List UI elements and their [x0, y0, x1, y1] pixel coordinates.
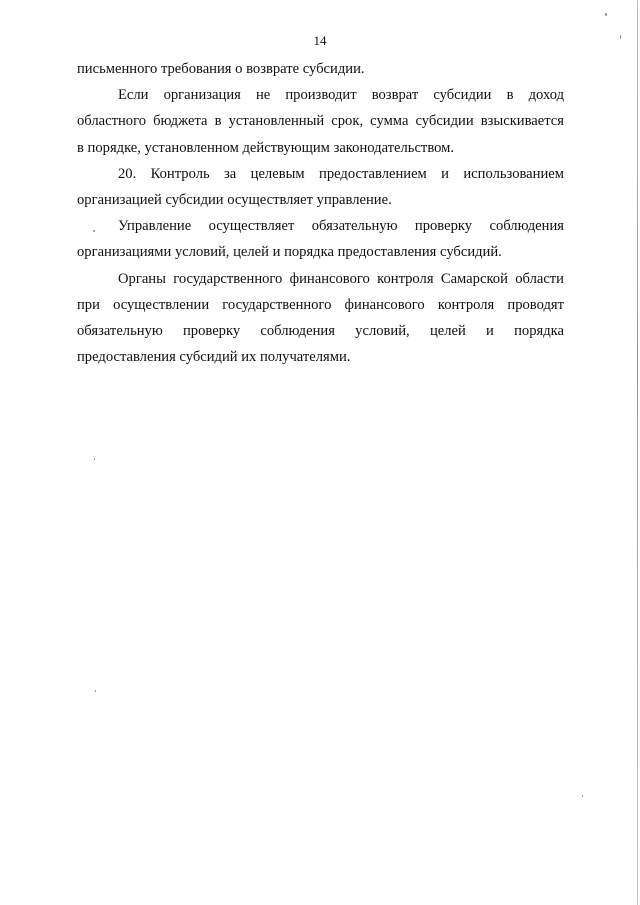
text-line: в порядке, установленном действующим законодательством.: [77, 139, 455, 156]
text-line: Если организация не производит возврат субсидии в доход: [118, 87, 564, 104]
text-line: Управление осуществляет обязательную проверку соблюдения: [118, 218, 564, 235]
scan-edge: [637, 0, 638, 905]
scan-speck: [620, 35, 621, 39]
text-line: предоставления субсидий их получателями.: [77, 349, 351, 366]
paragraph-1: [77, 56, 564, 82]
text-line: Органы государственного финансового контроля Самарской области: [118, 270, 564, 287]
scan-speck: [95, 690, 96, 692]
scan-speck: [605, 13, 607, 16]
document-body: [77, 56, 564, 370]
scan-speck: [93, 230, 95, 232]
paragraph-5: [77, 266, 564, 371]
text-line: организациями условий, целей и порядка предоставления субсидий.: [77, 244, 502, 261]
text-line: организацией субсидии осуществляет управление.: [77, 192, 392, 209]
page-number: 14: [313, 33, 327, 48]
scan-speck: [94, 458, 95, 460]
paragraph-4: [77, 213, 564, 265]
paragraph-2: [77, 82, 564, 161]
text-line: письменного требования о возврате субсидии.: [77, 61, 365, 77]
text-line: областного бюджета в установленный срок, сумма субсидии взыскивается: [77, 113, 564, 130]
scan-speck: [582, 795, 583, 797]
text-line: 20. Контроль за целевым предоставлением и использованием: [118, 165, 564, 182]
paragraph-3: [77, 161, 564, 213]
text-line: при осуществлении государственного финансового контроля проводят: [77, 296, 564, 313]
text-line: обязательную проверку соблюдения условий, целей и порядка: [77, 323, 564, 340]
